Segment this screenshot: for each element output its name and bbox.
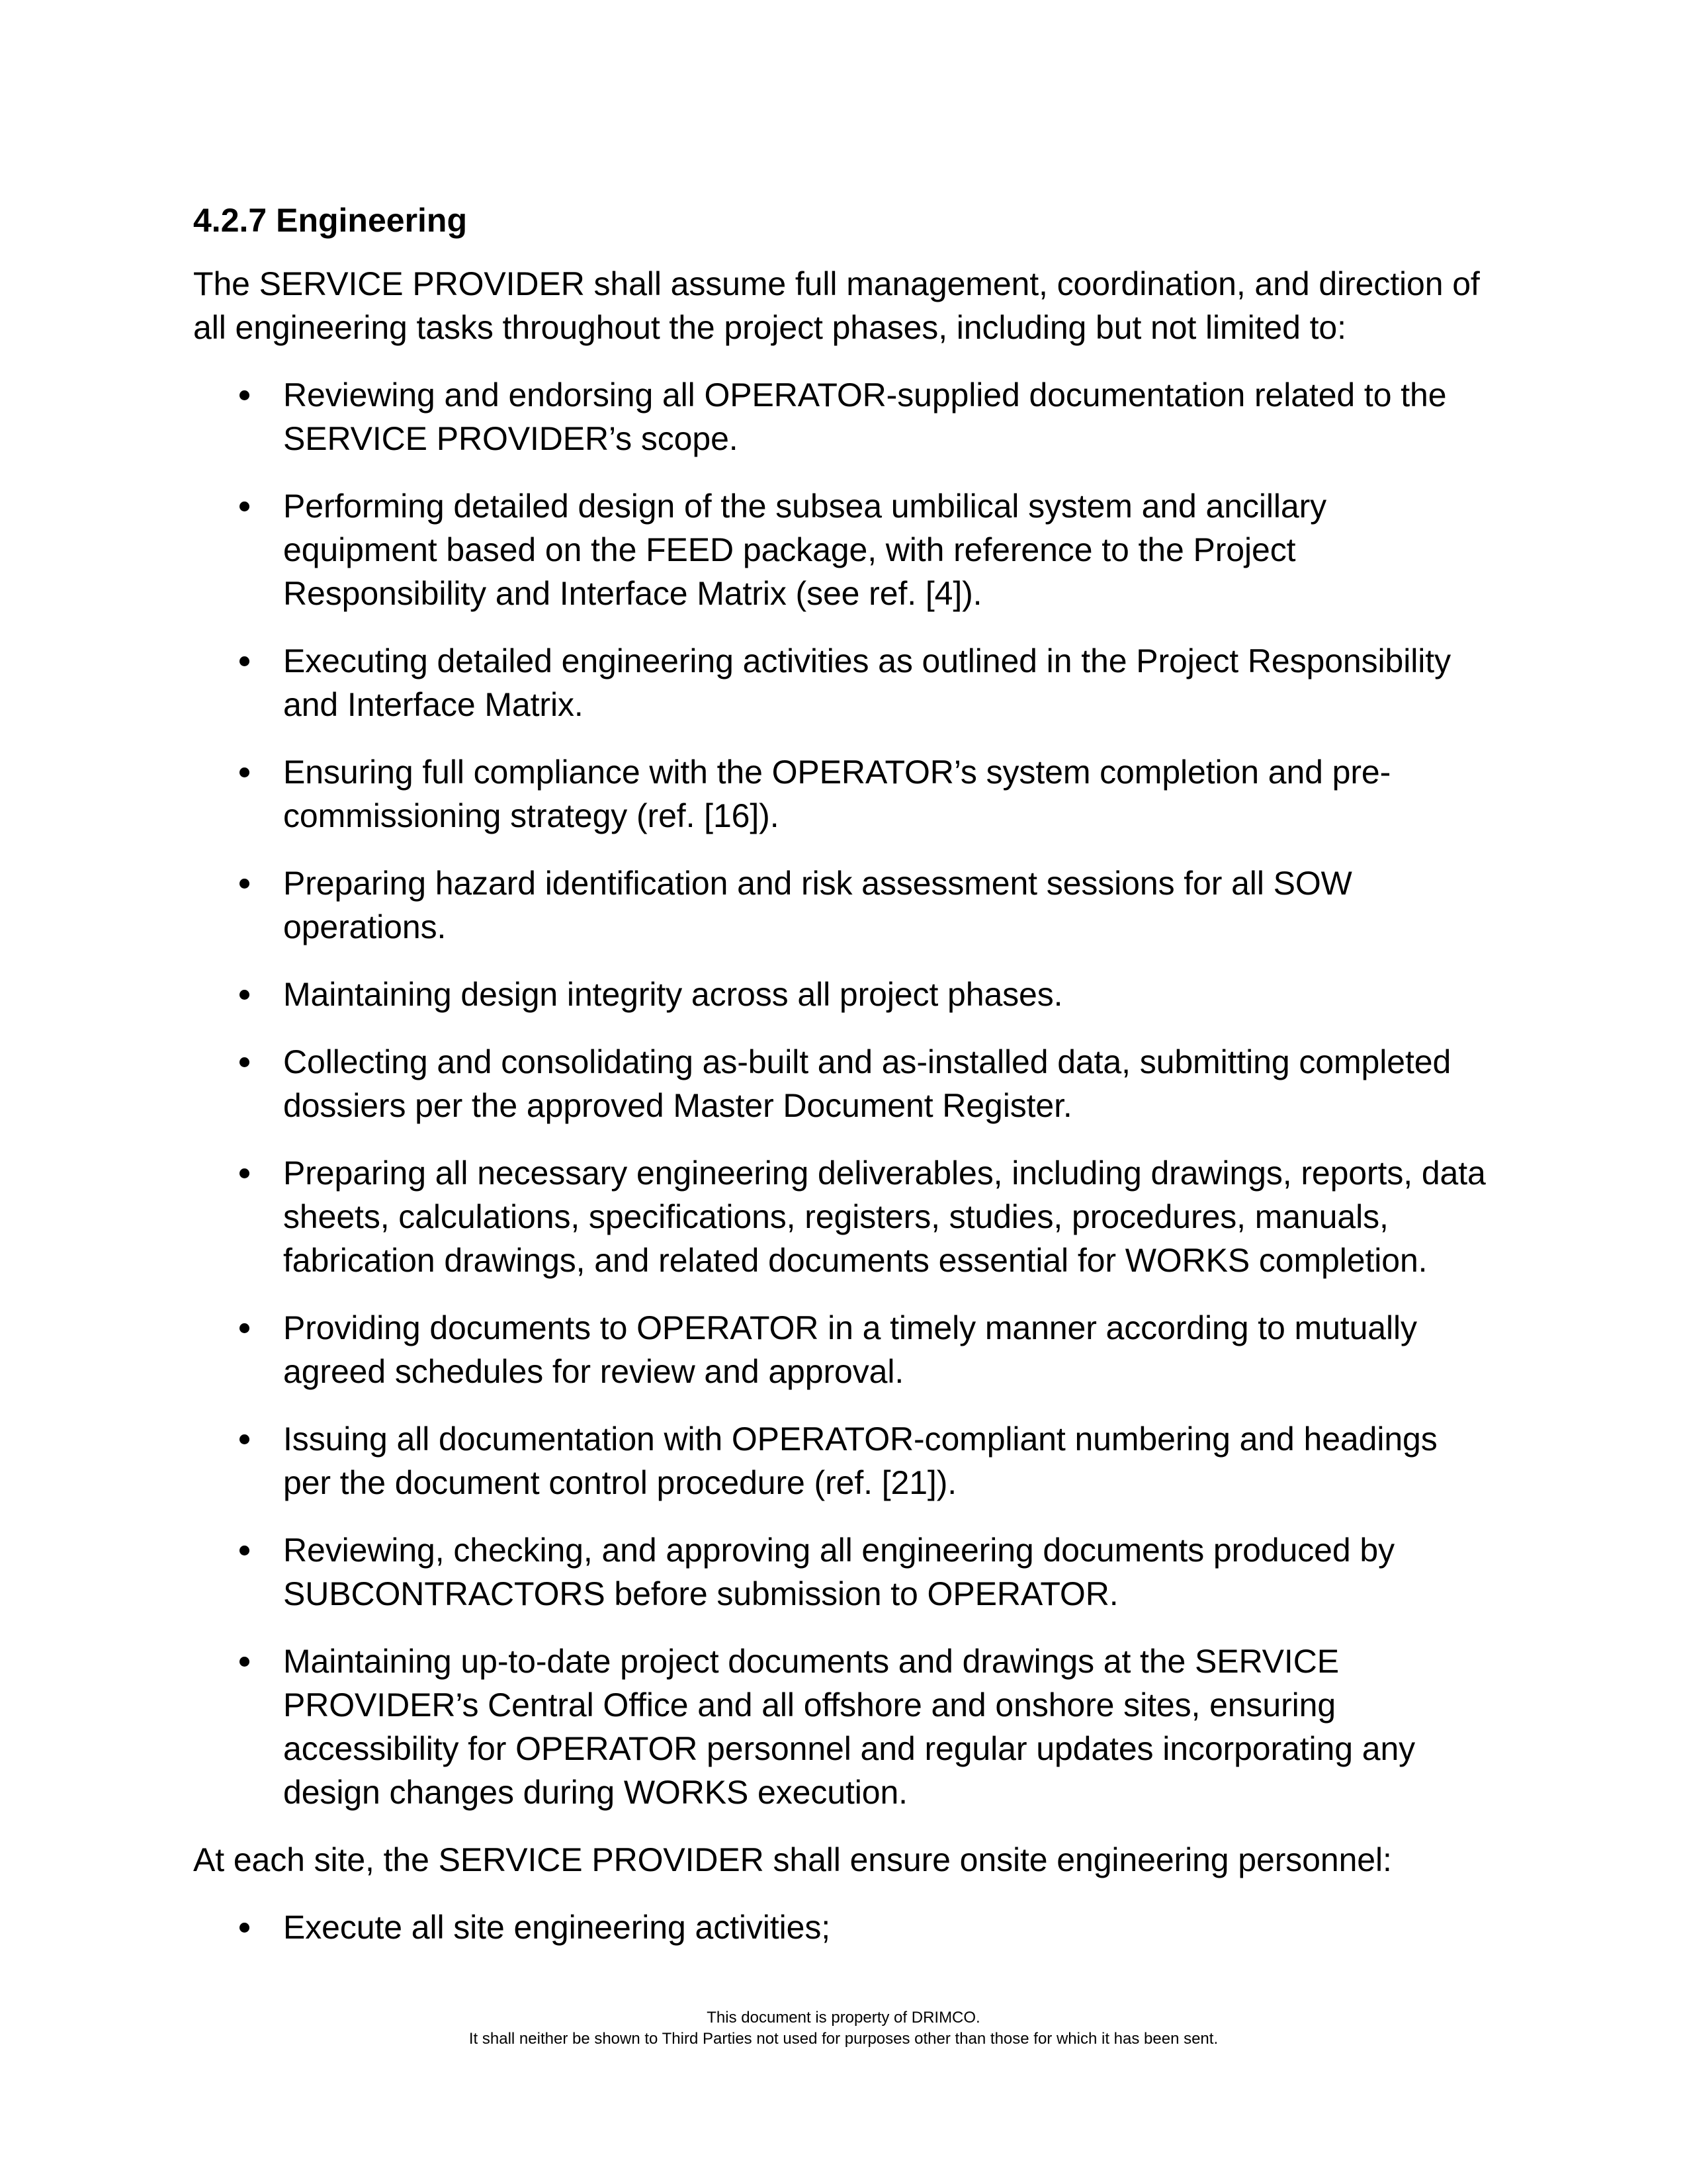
list-item [193, 973, 1489, 1016]
bullet-icon [239, 1323, 249, 1333]
bullet-text: Preparing all necessary engineering deliverables, including drawings, reports, data sheets, calculations, specifications, registers, studies, procedures, manuals, fabrication drawings, and related documents essential for WORKS completion. [283, 1155, 1486, 1279]
bullet-icon [239, 767, 249, 777]
list-item [193, 1151, 1489, 1282]
bullet-text: Collecting and consolidating as-built and as-installed data, submitting completed dossiers per the approved Master Document Register. [283, 1043, 1451, 1124]
bullet-icon [239, 1546, 249, 1555]
section-heading: 4.2.7 Engineering [193, 202, 468, 239]
site-bullet-list [193, 1905, 1489, 1949]
list-item [193, 639, 1489, 726]
list-item [193, 750, 1489, 838]
list-item [193, 1639, 1489, 1814]
bullet-icon [239, 1923, 249, 1933]
bullet-icon [239, 879, 249, 889]
bullet-text: Reviewing and endorsing all OPERATOR-supplied documentation related to the SERVICE PROVIDER’s scope. [283, 376, 1447, 457]
intro-paragraph: The SERVICE PROVIDER shall assume full management, coordination, and direction of all engineering tasks throughout the project phases, including but not limited to: [193, 265, 1480, 346]
bullet-text: Maintaining design integrity across all project phases. [283, 976, 1063, 1013]
bullet-text: Maintaining up-to-date project documents and drawings at the SERVICE PROVIDER’s Central Office and all offshore and onshore sites, ensuring accessibility for OPERATOR personnel and regular updates incorporating any design changes during WORKS execution. [283, 1643, 1416, 1811]
page-footer [0, 2007, 1687, 2050]
list-item [193, 484, 1489, 615]
footer-line-1: This document is property of DRIMCO. [707, 2009, 980, 2027]
bullet-text: Reviewing, checking, and approving all engineering documents produced by SUBCONTRACTORS before submission to OPERATOR. [283, 1532, 1395, 1612]
list-item [193, 1528, 1489, 1616]
bullet-icon [239, 1657, 249, 1667]
bullet-icon [239, 390, 249, 400]
bullet-text: Executing detailed engineering activities as outlined in the Project Responsibility and Interface Matrix. [283, 642, 1451, 723]
list-item [193, 861, 1489, 949]
bullet-icon [239, 1168, 249, 1178]
list-item [193, 1040, 1489, 1127]
bullet-text: Providing documents to OPERATOR in a timely manner according to mutually agreed schedules for review and approval. [283, 1309, 1417, 1390]
bullet-text: Performing detailed design of the subsea umbilical system and ancillary equipment based on the FEED package, with reference to the Project Responsibility and Interface Matrix (see ref. [4]). [283, 488, 1327, 612]
list-item [193, 1306, 1489, 1393]
list-item [193, 1417, 1489, 1505]
engineering-bullet-list [193, 373, 1489, 1814]
list-item [193, 373, 1489, 460]
bullet-icon [239, 656, 249, 666]
bullet-icon [239, 990, 249, 1000]
bullet-icon [239, 502, 249, 511]
bullet-icon [239, 1057, 249, 1067]
bullet-text: Preparing hazard identification and risk assessment sessions for all SOW operations. [283, 865, 1352, 945]
bullet-text: Execute all site engineering activities; [283, 1909, 831, 1946]
list-item [193, 1905, 1489, 1949]
footer-line-2: It shall neither be shown to Third Parties not used for purposes other than those for which it has been sent. [468, 2030, 1219, 2048]
bullet-text: Issuing all documentation with OPERATOR-compliant numbering and headings per the document control procedure (ref. [21]). [283, 1420, 1438, 1501]
bullet-icon [239, 1434, 249, 1444]
bullet-text: Ensuring full compliance with the OPERATOR’s system completion and pre-commissioning strategy (ref. [16]). [283, 754, 1391, 834]
site-paragraph: At each site, the SERVICE PROVIDER shall ensure onsite engineering personnel: [193, 1841, 1392, 1878]
